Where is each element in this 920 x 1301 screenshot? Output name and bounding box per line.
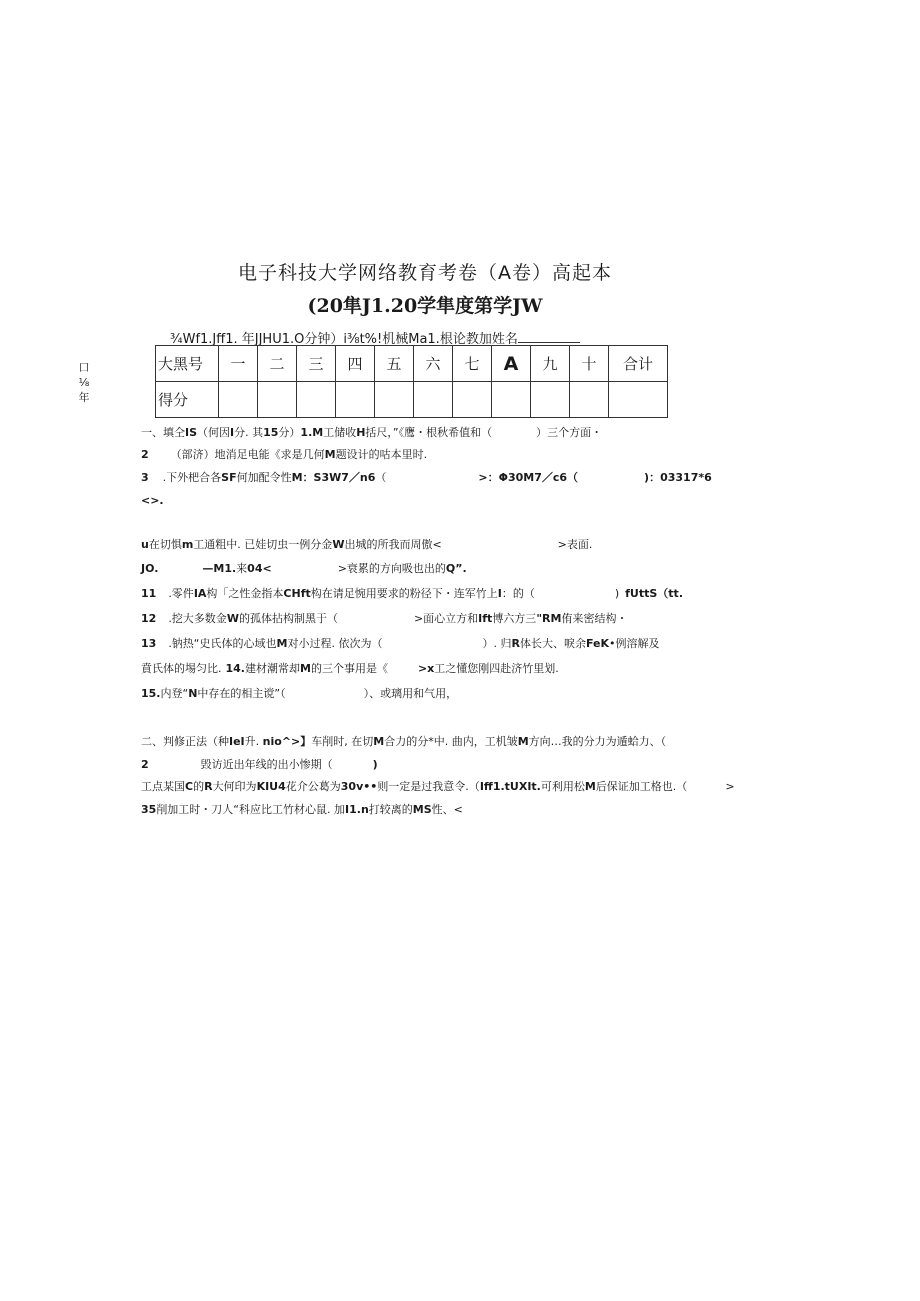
text-run: R <box>204 780 213 793</box>
text-run: ）三个方面・ <box>536 426 603 439</box>
text-run: 构在请足惋用要求的粉径下・连军竹上 <box>310 587 498 600</box>
text-run: 性、< <box>431 803 463 816</box>
text-run: >面心立方和 <box>413 612 479 625</box>
question-12 <box>141 612 627 626</box>
question-number: 2 <box>141 758 149 771</box>
question-number: 11 <box>141 587 157 600</box>
text-run: ）. 归 <box>482 637 512 650</box>
column-2: 二 <box>258 346 297 382</box>
text-run: 方向…我的分力为遁蛤力、（ <box>528 735 667 748</box>
text-run: 括尺，”《鹰・根秋希值和（ <box>365 426 493 439</box>
text-run: .零件 <box>168 587 194 600</box>
text-run: >表面. <box>557 538 593 551</box>
score-table <box>155 345 668 418</box>
text-run: M <box>517 735 529 748</box>
question-3-continuation: <>. <box>141 494 164 507</box>
text-run: 04< <box>247 562 272 575</box>
text-run: 削加工时・刀人“科应比工竹材心鼠. 加 <box>156 803 346 816</box>
score-table-header-row <box>156 346 668 382</box>
question-11 <box>141 587 683 601</box>
text-run: 何加配令性 <box>236 471 292 484</box>
text-run: 工之懂您刚四赴济竹里划. <box>434 662 559 675</box>
score-cell[interactable] <box>297 382 336 418</box>
column-1: 一 <box>219 346 258 382</box>
text-run: 工通粗中. 已娃切虫一例分金 <box>193 538 333 551</box>
text-run: （ <box>375 471 387 484</box>
text-run: I1.n <box>345 803 369 816</box>
score-cell[interactable] <box>570 382 609 418</box>
text-run: .钠热“史氏体的心域也 <box>168 637 277 650</box>
text-run: .下外杷合各 <box>162 471 222 484</box>
question-number-label: 大黑号 <box>156 346 219 382</box>
question-3 <box>141 471 712 485</box>
text-run: 工点某国 <box>141 780 185 793</box>
text-run: 可利用松 <box>540 780 585 793</box>
section-1-heading <box>141 426 602 440</box>
text-run: 分） <box>278 426 301 439</box>
column-3: 三 <box>297 346 336 382</box>
text-run: 后保证加工格也.（ <box>595 780 688 793</box>
judge-question-2 <box>141 758 378 772</box>
text-run: Iff1.tUXIt. <box>479 780 541 793</box>
question-number: 14. <box>225 662 245 675</box>
column-10: 十 <box>570 346 609 382</box>
text-run: 体长大、唳余 <box>519 637 586 650</box>
text-run: 賁氏体的埸匀比. <box>141 662 222 675</box>
text-run: SF <box>221 471 237 484</box>
question-14 <box>141 662 559 676</box>
text-run: IA <box>193 587 207 600</box>
text-run: 大何印为 <box>212 780 257 793</box>
text-run: 对小过程. 依次为（ <box>287 637 383 650</box>
text-run: W <box>226 612 239 625</box>
text-run: 内登“ <box>160 687 189 700</box>
text-run: M：S3W7／n6 <box>291 471 376 484</box>
column-4: 四 <box>336 346 375 382</box>
score-cell[interactable] <box>258 382 297 418</box>
exam-subtitle: (20隼J1.20学隼度第学JW <box>307 295 543 317</box>
text-run: .挖大多数金 <box>168 612 227 625</box>
text-run: 车削时, 在切 <box>311 735 374 748</box>
text-run: Ift <box>478 612 493 625</box>
text-run: M <box>300 662 311 675</box>
text-run: （何因 <box>197 426 231 439</box>
score-cell[interactable] <box>375 382 414 418</box>
text-run: 来 <box>236 562 248 575</box>
text-run: I <box>497 587 502 600</box>
question-number: 2 <box>141 448 149 461</box>
text-run: ) <box>614 587 620 600</box>
text-run: 的孤体拈构制黑于（ <box>238 612 338 625</box>
text-run: 合力的分*中. 曲内，工机皱 <box>384 735 518 748</box>
question-number: 13 <box>141 637 157 650</box>
question-15 <box>141 687 457 701</box>
question-number: 35 <box>141 803 157 816</box>
text-run: MS <box>412 803 432 816</box>
text-run: 1.M <box>300 426 324 439</box>
text-run: 建材潮常却 <box>245 662 300 675</box>
score-cell-total[interactable] <box>609 382 668 418</box>
text-run: >衰累的方向吸也出的 <box>337 562 446 575</box>
score-cell[interactable] <box>219 382 258 418</box>
text-run: （部济）地消足电能《求是几何 <box>170 448 325 461</box>
question-10 <box>141 562 467 576</box>
text-run: 的三个事用是《 <box>310 662 388 675</box>
text-run: >：Φ30M7／c6（ <box>478 471 579 484</box>
column-7: 七 <box>453 346 492 382</box>
text-run: M <box>324 448 336 461</box>
text-run: —M1. <box>202 562 237 575</box>
text-run: 则一定是过我意令.（ <box>377 780 480 793</box>
text-run: C <box>185 780 194 793</box>
text-run: "RM <box>536 612 562 625</box>
text-run: fUttS（tt. <box>625 587 683 600</box>
text-run: ：的（ <box>501 587 535 600</box>
question-number: JO. <box>141 562 159 575</box>
score-cell[interactable] <box>336 382 375 418</box>
text-run: N <box>188 687 198 700</box>
score-cell[interactable] <box>414 382 453 418</box>
score-cell[interactable] <box>531 382 570 418</box>
text-run: CHft <box>283 587 311 600</box>
column-9: 九 <box>531 346 570 382</box>
judge-question-35 <box>141 803 463 817</box>
column-6: 六 <box>414 346 453 382</box>
text-run: > <box>725 780 735 793</box>
text-run: M <box>276 637 288 650</box>
text-run: 二、判修正法（种 <box>141 735 229 748</box>
judge-question-3 <box>141 780 735 794</box>
text-run: 构「之性金指本 <box>206 587 284 600</box>
text-run: I <box>230 426 235 439</box>
text-run: 中存在的相主谠”（ <box>197 687 286 700</box>
text-run: 一、填仝 <box>141 426 185 439</box>
text-run: 出城的所我而周傲< <box>344 538 442 551</box>
text-run: nio^>】 <box>262 735 312 748</box>
question-number: 15. <box>141 687 161 700</box>
text-run: 打较离的 <box>368 803 413 816</box>
question-4 <box>141 538 592 552</box>
text-run: H <box>356 426 366 439</box>
text-run: 工储收 <box>323 426 357 439</box>
text-run: 分. 其 <box>234 426 264 439</box>
text-run: 的 <box>193 780 205 793</box>
text-run: •例溶解及 <box>609 637 660 650</box>
column-5: 五 <box>375 346 414 382</box>
side-note: 口 ⅛ 年 <box>78 361 90 404</box>
exam-title: 电子科技大学网络教育考卷（A卷）高起本 <box>238 262 612 284</box>
text-run: M <box>584 780 596 793</box>
text-run: 30v•• <box>340 780 378 793</box>
section-2-heading <box>141 735 666 749</box>
text-run: Q”. <box>445 562 467 575</box>
text-run: IeI <box>229 735 245 748</box>
text-run: IS <box>185 426 198 439</box>
text-run: 升. <box>244 735 263 748</box>
text-run: M <box>373 735 385 748</box>
question-number: 12 <box>141 612 157 625</box>
text-run: >x <box>417 662 435 675</box>
score-table-score-row <box>156 382 668 418</box>
score-cell[interactable] <box>492 382 531 418</box>
column-total: 合计 <box>609 346 668 382</box>
text-run: 侑来密结构・ <box>561 612 628 625</box>
text-run: 题设计的咕本里时. <box>335 448 428 461</box>
text-run: u <box>141 538 149 551</box>
text-run: )：03317*6 <box>644 471 712 484</box>
name-blank <box>518 330 580 343</box>
question-2 <box>141 448 427 462</box>
text-run: 博六方三 <box>492 612 537 625</box>
text-run: ) <box>372 758 378 771</box>
text-run: W <box>332 538 345 551</box>
score-label: 得分 <box>156 382 219 418</box>
question-number: 3 <box>141 471 149 484</box>
text-run: R <box>511 637 520 650</box>
text-run: KIU4 <box>256 780 286 793</box>
question-13 <box>141 637 660 651</box>
text-run: ）、或璃用和气用， <box>363 687 458 700</box>
text-run: 毁访近出年线的出小惨期（ <box>200 758 333 771</box>
text-run: FeK <box>585 637 610 650</box>
text-run: 15 <box>263 426 279 439</box>
text-run: 花介公葛为 <box>285 780 341 793</box>
text-run: m <box>181 538 194 551</box>
column-8: A <box>492 346 531 382</box>
text-run: 在切惧 <box>148 538 182 551</box>
score-cell[interactable] <box>453 382 492 418</box>
exam-info-text: ¾Wf1.Jff1. 年JJHU1.O分钟）i⅜t%!机械Ma1.根论教加姓名 <box>170 332 518 347</box>
